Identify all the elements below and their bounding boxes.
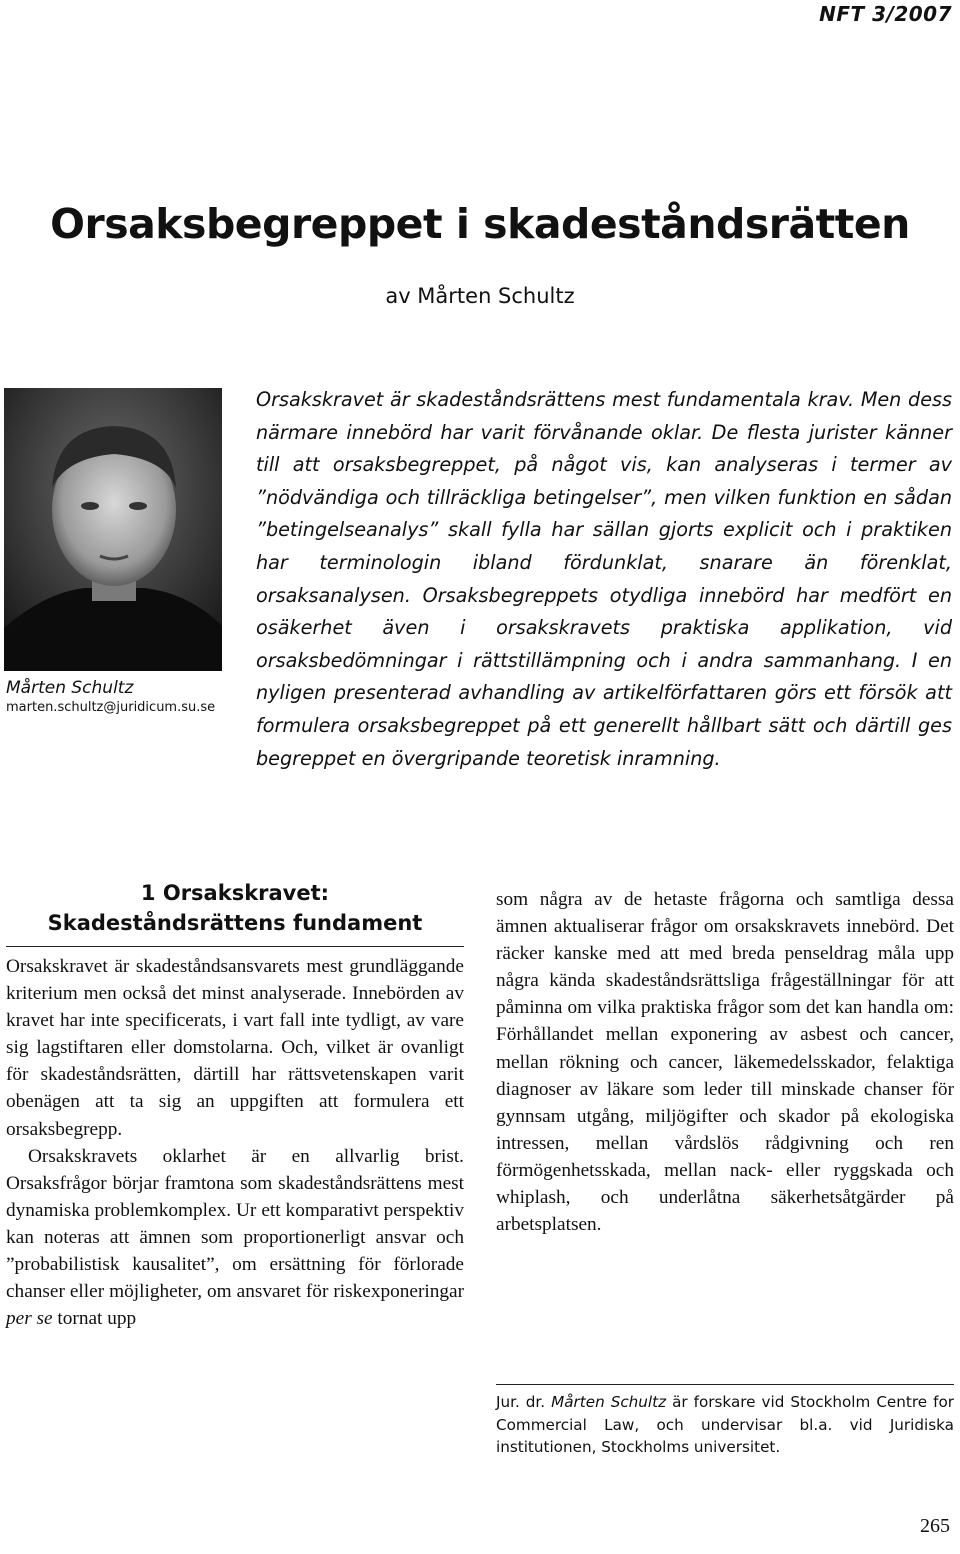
left-column	[6, 953, 464, 1332]
article-byline: av Mårten Schultz	[385, 284, 575, 308]
section-heading	[6, 878, 464, 938]
body-paragraph-3: som några av de hetaste frågorna och samtliga dessa ämnen aktualiserar frågor om orsakskravets innebörd. Det räcker kanske med att med breda penseldrag måla upp några kända skadeståndsrättsliga frågeställningar för att påminna om vilka praktiska frågor som det kan handla om: Förhållandet mellan exponering av asbest och cancer, mellan rökning och cancer, läkemedelsskador, felaktiga diagnoser av läkare som leder till minskade chanser för gynnsam utgång, miljögifter och skador på ekologiska intressen, mellan vårdslös rådgivning och ren förmögenhetsskada, mellan nack- eller ryggskada och whiplash, och underlåtna säkerhetsåtgärder på arbetsplatsen.	[496, 889, 954, 1236]
page-number: 265	[920, 1515, 950, 1537]
author-photo	[4, 388, 222, 671]
right-column	[496, 886, 954, 1238]
photo-caption-email: marten.schultz@juridicum.su.se	[6, 700, 216, 715]
section-divider	[6, 946, 464, 947]
section-1	[6, 878, 464, 1332]
author-note-text: är forskare vid Stockholm Centre for Commercial Law, och undervisar bl.a. vid Juridiska institutionen, Stockholms universitet.	[496, 1393, 954, 1456]
body-paragraph-2-italic: per se	[6, 1308, 53, 1330]
article-title: Orsaksbegreppet i skadeståndsrätten	[50, 200, 910, 248]
body-paragraph-2	[6, 1143, 464, 1333]
lead-paragraph: Orsakskravet är skadeståndsrättens mest fundamentala krav. Men dess närmare innebörd har varit förvånande oklar. De flesta jurister känner till att orsaksbegreppet, på något vis, kan analyseras i termer av ”nödvändiga och tillräckliga betingelser”, men vilken funktion en sådan ”betingelseanalys” skall fylla har sällan gjorts explicit och i praktiken har terminologin ibland fördunklat, snarare än förenklat, orsaksanalysen. Orsaksbegreppets otydliga innebörd har medfört en osäkerhet även i orsakskravets praktiska applikation, vid orsaksbedömningar i rättstillämpning och i andra sammanhang. I en nyligen presenterad avhandling av artikelförfattaren görs ett försök att formulera orsaksbegreppet på ett generellt hållbart sätt och därtill ges begreppet en övergripande teoretisk inramning.	[256, 388, 952, 770]
body-paragraph-2-end: tornat upp	[52, 1308, 137, 1330]
running-head: NFT 3/2007	[819, 2, 952, 26]
photo-caption-name: Mårten Schultz	[6, 678, 134, 698]
section-heading-line1: 1 Orsakskravet:	[140, 881, 330, 905]
author-note	[496, 1384, 954, 1459]
author-note-name: Mårten Schultz	[551, 1393, 667, 1411]
body-paragraph-1: Orsakskravet är skadeståndsansvarets mest grundläggande kriterium men också det minst analyserade. Innebörden av kravet har inte specificerats, i vart fall inte tydligt, av vare sig lagstiftaren eller domstolarna. Och, vilket är ovanligt för skadeståndsrätten, därtill har rättsvetenskapen varit obenägen att ta sig an uppgiften att formulera ett orsaksbegrepp.	[6, 956, 464, 1140]
photo-caption	[6, 678, 215, 718]
author-portrait-image	[4, 388, 222, 671]
author-note-prefix: Jur. dr.	[496, 1393, 552, 1411]
body-paragraph-2-text: Orsakskravets oklarhet är en allvarlig brist. Orsaksfrågor börjar framtona som skadeståndsrättens mest dynamiska problemkomplex. Ur ett komparativt perspektiv kan noteras att ämnen som proportionerligt ansvar och ”probabilistisk kausalitet”, om ersättning för förlorade chanser eller möjligheter, om ansvaret för riskexponeringar	[6, 1145, 464, 1303]
section-heading-line2: Skadeståndsrättens fundament	[47, 911, 423, 935]
